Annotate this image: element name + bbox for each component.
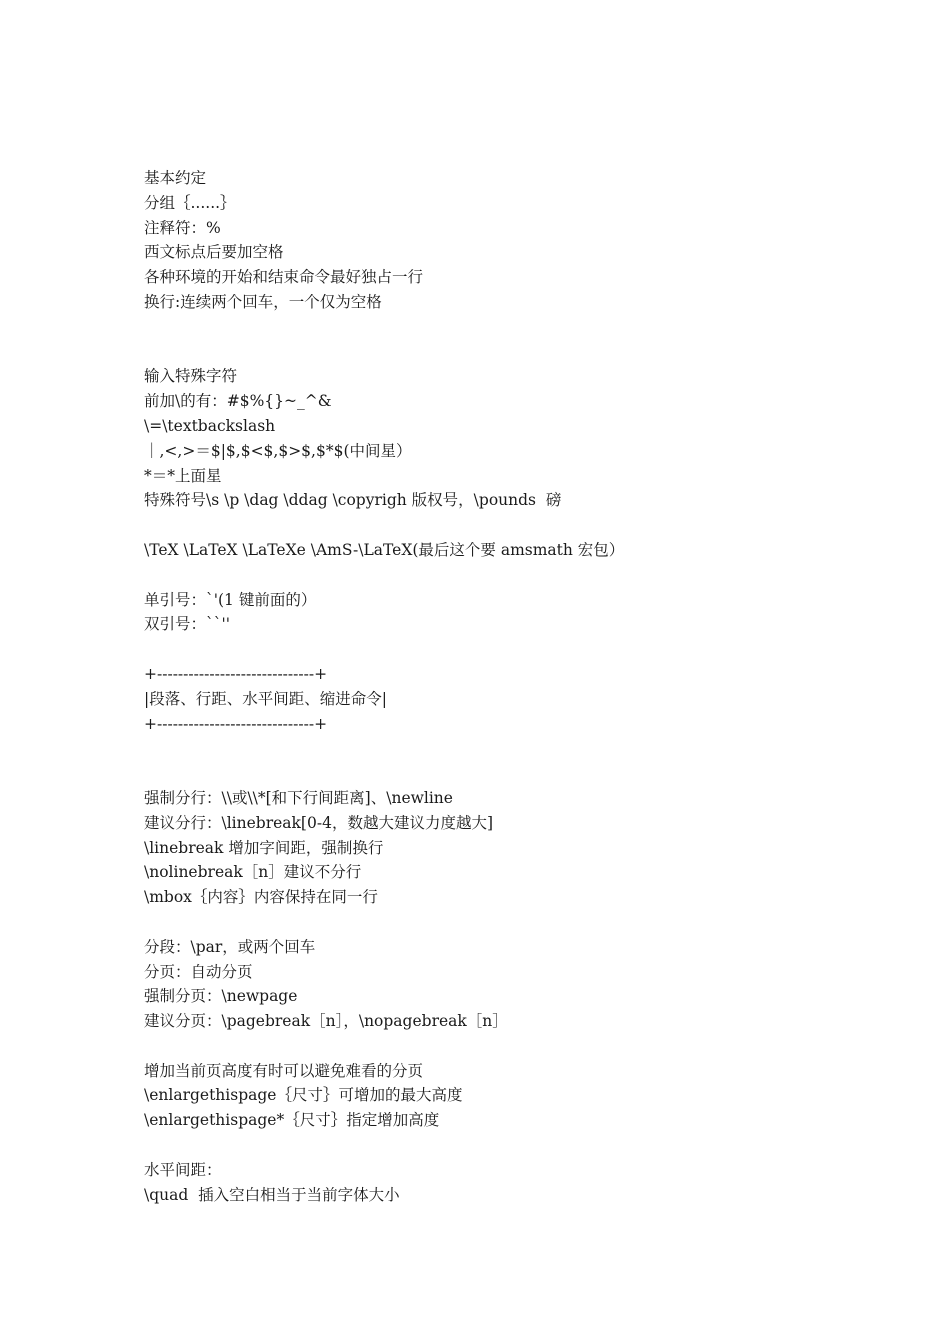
blank-line xyxy=(144,637,904,662)
blank-line xyxy=(144,736,904,761)
text-line: 双引号：``'' xyxy=(144,615,231,634)
text-line: \enlargethispage｛尺寸｝可增加的最大高度 xyxy=(144,1086,463,1105)
text-line: 建议分页：\pagebreak［n］，\nopagebreak［n］ xyxy=(144,1012,508,1031)
blank-line xyxy=(144,761,904,786)
text-line: 强制分行：\\或\\*[和下行间距离]、\newline xyxy=(144,788,453,807)
text-line: 西文标点后要加空格 xyxy=(144,243,284,262)
blank-line xyxy=(144,910,904,935)
text-line: \enlargethispage*｛尺寸｝指定增加高度 xyxy=(144,1111,440,1130)
blank-line xyxy=(144,315,904,340)
text-line: \mbox｛内容｝内容保持在同一行 xyxy=(144,888,378,907)
text-line: 分段：\par，或两个回车 xyxy=(144,937,316,956)
box-border-line: +------------------------------+ xyxy=(144,664,328,683)
text-line: \=\textbackslash xyxy=(144,416,276,435)
text-line: 基本约定 xyxy=(144,169,207,187)
text-line: 增加当前页高度有时可以避免难看的分页 xyxy=(144,1061,424,1080)
text-line: 前加\的有：#$%{}~_^& xyxy=(144,392,332,411)
text-line: 强制分页：\newpage xyxy=(144,987,298,1006)
blank-line xyxy=(144,340,904,365)
blank-line xyxy=(144,1133,904,1158)
blank-line xyxy=(144,513,904,538)
text-line: \nolinebreak［n］建议不分行 xyxy=(144,863,362,882)
text-line: *＝*上面星 xyxy=(144,466,222,485)
document-body xyxy=(144,166,904,1207)
text-line: 水平间距： xyxy=(144,1160,222,1179)
box-heading-line: |段落、行距、水平间距、缩进命令| xyxy=(144,689,387,708)
text-line: 分页：自动分页 xyxy=(144,962,253,981)
text-line: 换行:连续两个回车，一个仅为空格 xyxy=(144,292,382,311)
text-line: \quad 插入空白相当于当前字体大小 xyxy=(144,1185,400,1204)
text-line: 各种环境的开始和结束命令最好独占一行 xyxy=(144,268,424,287)
text-line: 注释符：% xyxy=(144,218,221,237)
text-line: 单引号：`'(1 键前面的） xyxy=(144,590,317,609)
text-line: 特殊符号\s \p \dag \ddag \copyrigh 版权号，\pounds 磅 xyxy=(144,491,562,510)
box-border-line: +------------------------------+ xyxy=(144,714,328,733)
text-line: ｜,<,>＝$|$,$<$,$>$,$*$(中间星） xyxy=(144,441,412,460)
text-line: \linebreak 增加字间距，强制换行 xyxy=(144,838,384,857)
text-line: 分组｛......｝ xyxy=(144,193,236,212)
text-line: 输入特殊字符 xyxy=(144,367,238,386)
blank-line xyxy=(144,563,904,588)
text-line: \TeX \LaTeX \LaTeXe \AmS-\LaTeX(最后这个要 amsmath 宏包） xyxy=(144,540,625,559)
text-line: 建议分行：\linebreak[0-4，数越大建议力度越大] xyxy=(144,813,493,832)
blank-line xyxy=(144,1034,904,1059)
